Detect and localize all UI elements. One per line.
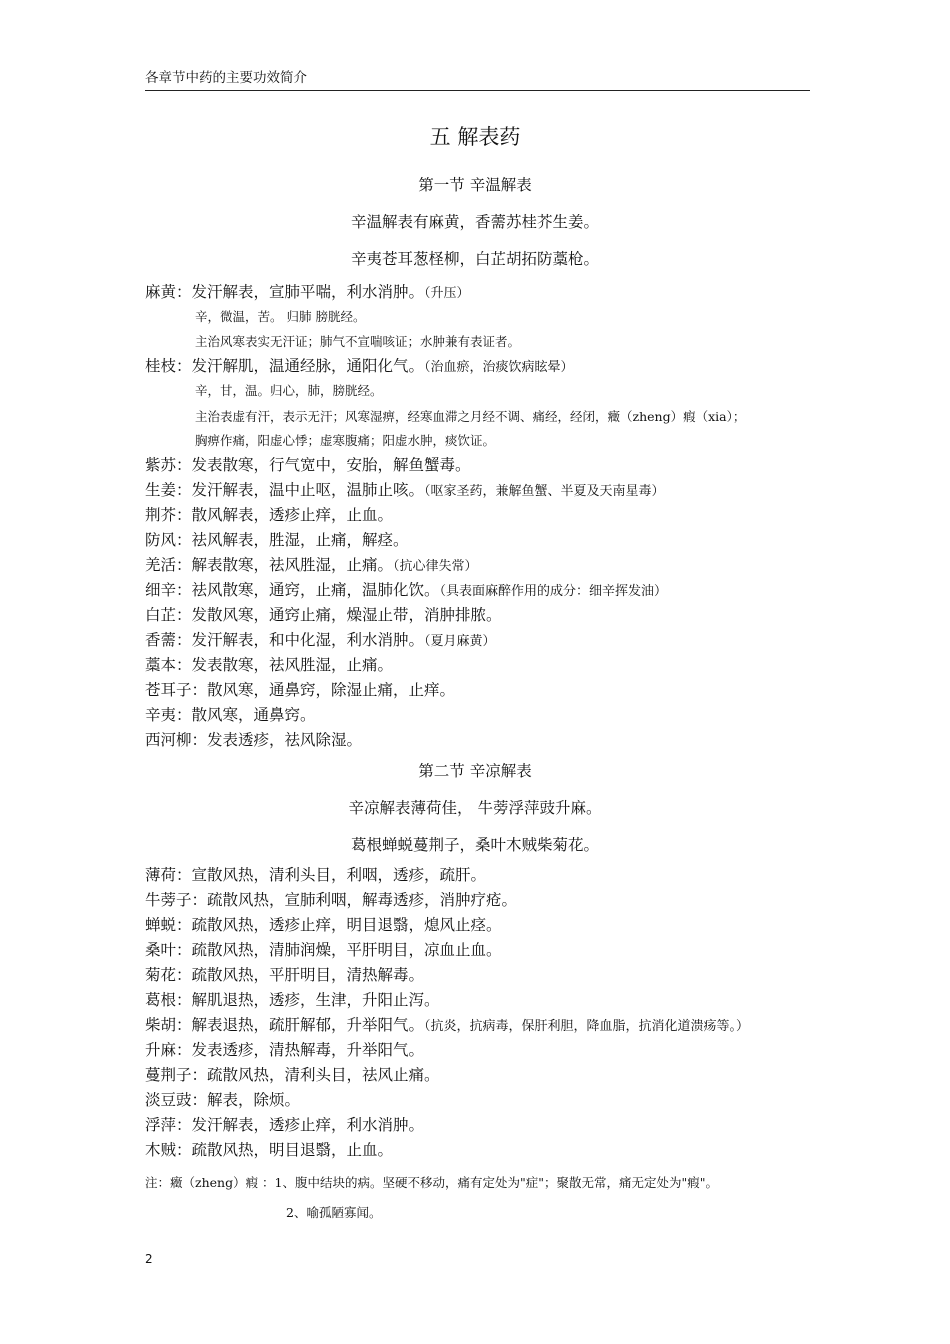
- herb-entry-fuping: 浮萍：发汗解表，透疹止痒，利水消肿。: [145, 1116, 425, 1134]
- herb-entry-qianghuo: [145, 554, 478, 578]
- herb-entry-niubangzi: 牛蒡子：疏散风热，宣肺利咽，解毒透疹，消肿疗疮。: [145, 891, 518, 909]
- herb-text: 羌活：解表散寒，祛风胜湿，止痛。: [145, 556, 394, 574]
- herb-entry-guizhi: [145, 355, 574, 379]
- verse-line-1: 辛温解表有麻黄，香薷苏桂芥生姜。: [350, 213, 599, 231]
- herb-text: 柴胡：解表退热，疏肝解郁，升举阳气。: [145, 1016, 425, 1034]
- herb-text: 桂枝：发汗解肌，温通经脉，通阳化气。: [145, 357, 425, 375]
- herb-entry-bohe: 薄荷：宣散风热，清利头目，利咽，透疹，疏肝。: [145, 866, 487, 884]
- herb-entry-cangerzi: 苍耳子：散风寒，通鼻窍，除湿止痛，止痒。: [145, 681, 456, 699]
- herb-entry-xixin: [145, 579, 667, 603]
- section-title-1: 第一节 辛温解表: [418, 176, 532, 194]
- herb-note: （治血瘀，治痰饮病眩晕）: [424, 360, 574, 375]
- herb-entry-sangye: 桑叶：疏散风热，清肺润燥，平肝明目，凉血止血。: [145, 941, 502, 959]
- herb-text: 细辛：祛风散寒，通窍，止痛，温肺化饮。: [145, 581, 440, 599]
- herb-note: （具表面麻醉作用的成分：细辛挥发油）: [439, 584, 668, 599]
- herb-entry-zisu: 紫苏：发表散寒，行气宽中，安胎，解鱼蟹毒。: [145, 456, 471, 474]
- herb-entry-xiangru: [145, 629, 496, 653]
- herb-entry-mahuang: [145, 281, 470, 305]
- herb-note: （呕家圣药，兼解鱼蟹、半夏及天南星毒）: [424, 484, 665, 499]
- herb-entry-gaoben: 藁本：发表散寒，祛风胜湿，止痛。: [145, 656, 394, 674]
- chapter-title: 五 解表药: [429, 125, 521, 149]
- herb-text: 麻黄：发汗解表，宣肺平喘，利水消肿。: [145, 283, 425, 301]
- herb-note: （升压）: [424, 286, 470, 301]
- herb-text: 香薷：发汗解表，和中化湿，利水消肿。: [145, 631, 425, 649]
- herb-entry-shengjiang: [145, 479, 665, 503]
- footnote-line-1: 注：癥（zheng）瘕 ：1、腹中结块的病。坚硬不移动，痛有定处为"症"；聚散无常，痛无定处为"瘕"。: [145, 1175, 719, 1190]
- herb-subline: 主治风寒表实无汗证；肺气不宣喘咳证；水肿兼有表证者。: [195, 334, 521, 349]
- verse-line-3: 辛凉解表薄荷佳， 牛蒡浮萍豉升麻。: [348, 799, 602, 817]
- footnote-line-2: 2、喻孤陋寡闻。: [286, 1205, 382, 1220]
- herb-entry-xinyi: 辛夷：散风寒，通鼻窍。: [145, 706, 316, 724]
- herb-subline: 主治表虚有汗，表示无汗；风寒湿痹，经寒血滞之月经不调、痛经，经闭，癥（zheng）瘕（xia）；: [195, 409, 746, 424]
- herb-entry-jingjie: 荆芥：散风解表，透疹止痒，止血。: [145, 506, 394, 524]
- herb-text: 生姜：发汗解表，温中止呕，温肺止咳。: [145, 481, 425, 499]
- herb-entry-dandouchi: 淡豆豉：解表，除烦。: [145, 1091, 301, 1109]
- page-number: 2: [145, 1252, 153, 1266]
- section-title-2: 第二节 辛凉解表: [418, 762, 532, 780]
- herb-note: （抗炎，抗病毒，保肝利胆，降血脂，抗消化道溃疡等。）: [424, 1019, 750, 1034]
- herb-entry-baizhi: 白芷：发散风寒，通窍止痛，燥湿止带，消肿排脓。: [145, 606, 502, 624]
- herb-entry-muzei: 木贼：疏散风热，明目退翳，止血。: [145, 1141, 394, 1159]
- herb-subline: 胸痹作痛，阳虚心悸；虚寒腹痛；阳虚水肿，痰饮证。: [195, 433, 496, 448]
- verse-line-2: 辛夷苍耳葱柽柳，白芷胡拓防藁枪。: [350, 250, 599, 268]
- herb-entry-manjingzi: 蔓荆子：疏散风热，清利头目，祛风止痛。: [145, 1066, 440, 1084]
- herb-entry-shengma: 升麻：发表透疹，清热解毒，升举阳气。: [145, 1041, 425, 1059]
- herb-entry-chaihu: [145, 1014, 749, 1038]
- herb-note: （夏月麻黄）: [424, 634, 496, 649]
- herb-entry-chantui: 蝉蜕：疏散风热，透疹止痒，明目退翳，熄风止痉。: [145, 916, 502, 934]
- herb-subline: 辛，甘，温。归心，肺，膀胱经。: [195, 383, 383, 398]
- herb-note: （抗心律失常）: [393, 559, 478, 574]
- herb-entry-fangfeng: 防风：祛风解表，胜湿，止痛，解痉。: [145, 531, 409, 549]
- running-header: 各章节中药的主要功效简介: [145, 68, 810, 91]
- herb-entry-gegen: 葛根：解肌退热，透疹，生津，升阳止泻。: [145, 991, 440, 1009]
- verse-line-4: 葛根蝉蜕蔓荆子，桑叶木贼柴菊花。: [350, 836, 599, 854]
- herb-entry-xiheliu: 西河柳：发表透疹，祛风除湿。: [145, 731, 363, 749]
- herb-entry-juhua: 菊花：疏散风热，平肝明目，清热解毒。: [145, 966, 425, 984]
- herb-subline: 辛，微温，苦。 归肺 膀胱经。: [195, 309, 366, 324]
